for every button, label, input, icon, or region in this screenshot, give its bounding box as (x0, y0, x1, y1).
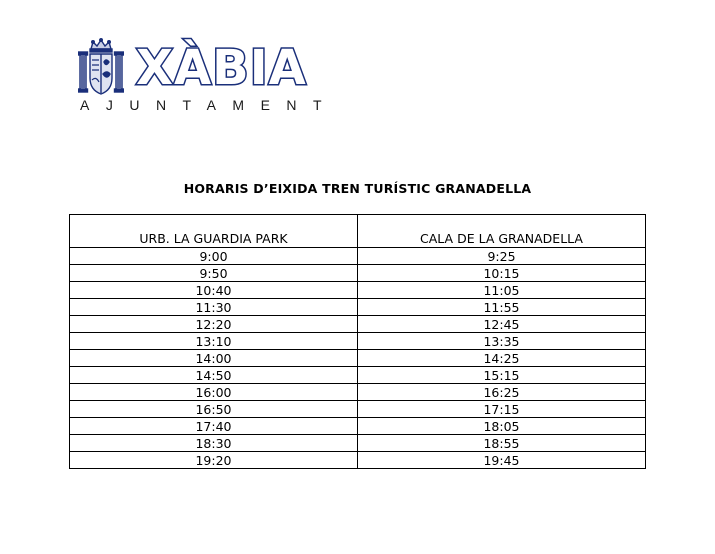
municipal-logo (78, 38, 339, 116)
departure-time-origin: 14:50 (70, 367, 358, 384)
table-row (70, 316, 646, 333)
column-header-origin: URB. LA GUARDIA PARK (70, 215, 358, 248)
departure-time-destination: 18:55 (358, 435, 646, 452)
departure-time-destination: 13:35 (358, 333, 646, 350)
departure-time-origin: 19:20 (70, 452, 358, 469)
departure-time-origin: 12:20 (70, 316, 358, 333)
departure-time-destination: 10:15 (358, 265, 646, 282)
departure-time-origin: 14:00 (70, 350, 358, 367)
column-header-destination: CALA DE LA GRANADELLA (358, 215, 646, 248)
table-row (70, 401, 646, 418)
table-row (70, 367, 646, 384)
departure-time-origin: 9:50 (70, 265, 358, 282)
departure-time-destination: 11:55 (358, 299, 646, 316)
departure-time-destination: 14:25 (358, 350, 646, 367)
departure-time-destination: 18:05 (358, 418, 646, 435)
table-row (70, 248, 646, 265)
departure-time-origin: 16:50 (70, 401, 358, 418)
departure-time-origin: 16:00 (70, 384, 358, 401)
departure-time-destination: 15:15 (358, 367, 646, 384)
departure-time-origin: 18:30 (70, 435, 358, 452)
departure-time-origin: 13:10 (70, 333, 358, 350)
departure-time-destination: 9:25 (358, 248, 646, 265)
table-row (70, 452, 646, 469)
table-row (70, 418, 646, 435)
brand-subtitle: AJUNTAMENT (80, 97, 339, 113)
document-title: HORARIS D’EIXIDA TREN TURÍSTIC GRANADELLA (183, 181, 532, 196)
departure-time-origin: 10:40 (70, 282, 358, 299)
departure-time-origin: 11:30 (70, 299, 358, 316)
table-row (70, 435, 646, 452)
schedule-body (70, 248, 646, 469)
table-row (70, 350, 646, 367)
brand-name: XÀBIA (136, 40, 307, 96)
departure-time-destination: 19:45 (358, 452, 646, 469)
departure-time-destination: 17:15 (358, 401, 646, 418)
departure-time-destination: 11:05 (358, 282, 646, 299)
departure-time-destination: 16:25 (358, 384, 646, 401)
coat-of-arms-icon (78, 38, 124, 98)
departure-time-destination: 12:45 (358, 316, 646, 333)
table-header-row (70, 215, 646, 248)
schedule-table (69, 214, 646, 469)
table-row (70, 282, 646, 299)
table-row (70, 265, 646, 282)
departure-time-origin: 17:40 (70, 418, 358, 435)
departure-time-origin: 9:00 (70, 248, 358, 265)
table-row (70, 299, 646, 316)
table-row (70, 384, 646, 401)
table-row (70, 333, 646, 350)
